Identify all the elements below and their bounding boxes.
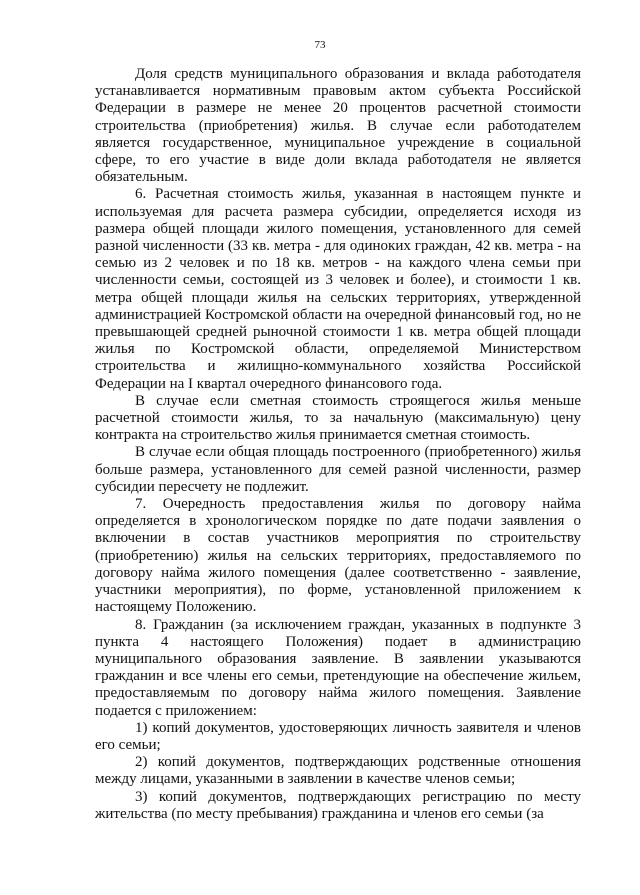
paragraph-estimate-cost-lower: В случае если сметная стоимость строящегося жилья меньше расчетной стоимости жилья, то за начальную (максимальную) цену контракта на строительство жилья принимается сметная стоимость. xyxy=(95,392,581,444)
list-item-1-identity-docs: 1) копий документов, удостоверяющих личность заявителя и членов его семьи; xyxy=(95,719,581,753)
list-item-3-registration-docs: 3) копий документов, подтверждающих регистрацию по месту жительства (по месту пребывания) гражданина и членов его семьи (за xyxy=(95,788,581,822)
paragraph-item-8-application: 8. Гражданин (за исключением граждан, указанных в подпункте 3 пункта 4 настоящего Положения) подает в администрацию муниципального образования заявление. В заявлении указываются гражданин и все члены его семьи, претендующие на обеспечение жильем, предоставляемым по договору найма жилого помещения. Заявление подается с приложением: xyxy=(95,616,581,719)
document-body xyxy=(95,66,581,823)
paragraph-item-7-queue-order: 7. Очередность предоставления жилья по договору найма определяется в хронологическом порядке по дате подачи заявления о включении в состав участников мероприятия по строительству (приобретению) жилья на сельских территориях, предоставляемого по договору найма жилого помещения (далее соответственно - заявление, участники мероприятия), по форме, установленной приложением к настоящему Положению. xyxy=(95,496,581,616)
paragraph-area-larger: В случае если общая площадь построенного (приобретенного) жилья больше размера, установленного для семей разной численности, размер субсидии пересчету не подлежит. xyxy=(95,444,581,495)
page-number: 73 xyxy=(314,39,326,51)
paragraph-item-6-housing-cost: 6. Расчетная стоимость жилья, указанная в настоящем пункте и используемая для расчета размера субсидии, определяется исходя из размера общей площади жилого помещения, установленного для семей разной численности (33 кв. метра - для одиноких граждан, 42 кв. метра - на семью из 2 человек и по 18 кв. метров - на каждого члена семьи при численности семьи, состоящей из 3 человек и более), и стоимости 1 кв. метра общей площади жилья на сельских территориях, утвержденной администрацией Костромской области на очередной финансовый год, но не превышающей средней рыночной стоимости 1 кв. метра общей площади жилья по Костромской области, определяемой Министерством строительства и жилищно-коммунального хозяйства Российской Федерации на I квартал очередного финансового года. xyxy=(95,186,581,392)
list-item-2-kinship-docs: 2) копий документов, подтверждающих родственные отношения между лицами, указанными в заявлении в качестве членов семьи; xyxy=(95,754,581,788)
paragraph-employer-contribution: Доля средств муниципального образования и вклада работодателя устанавливается нормативным правовым актом субъекта Российской Федерации в размере не менее 20 процентов расчетной стоимости строительства (приобретения) жилья. В случае если работодателем является государственное, муниципальное учреждение в социальной сфере, то его участие в виде доли вклада работодателя не является обязательным. xyxy=(95,66,581,186)
